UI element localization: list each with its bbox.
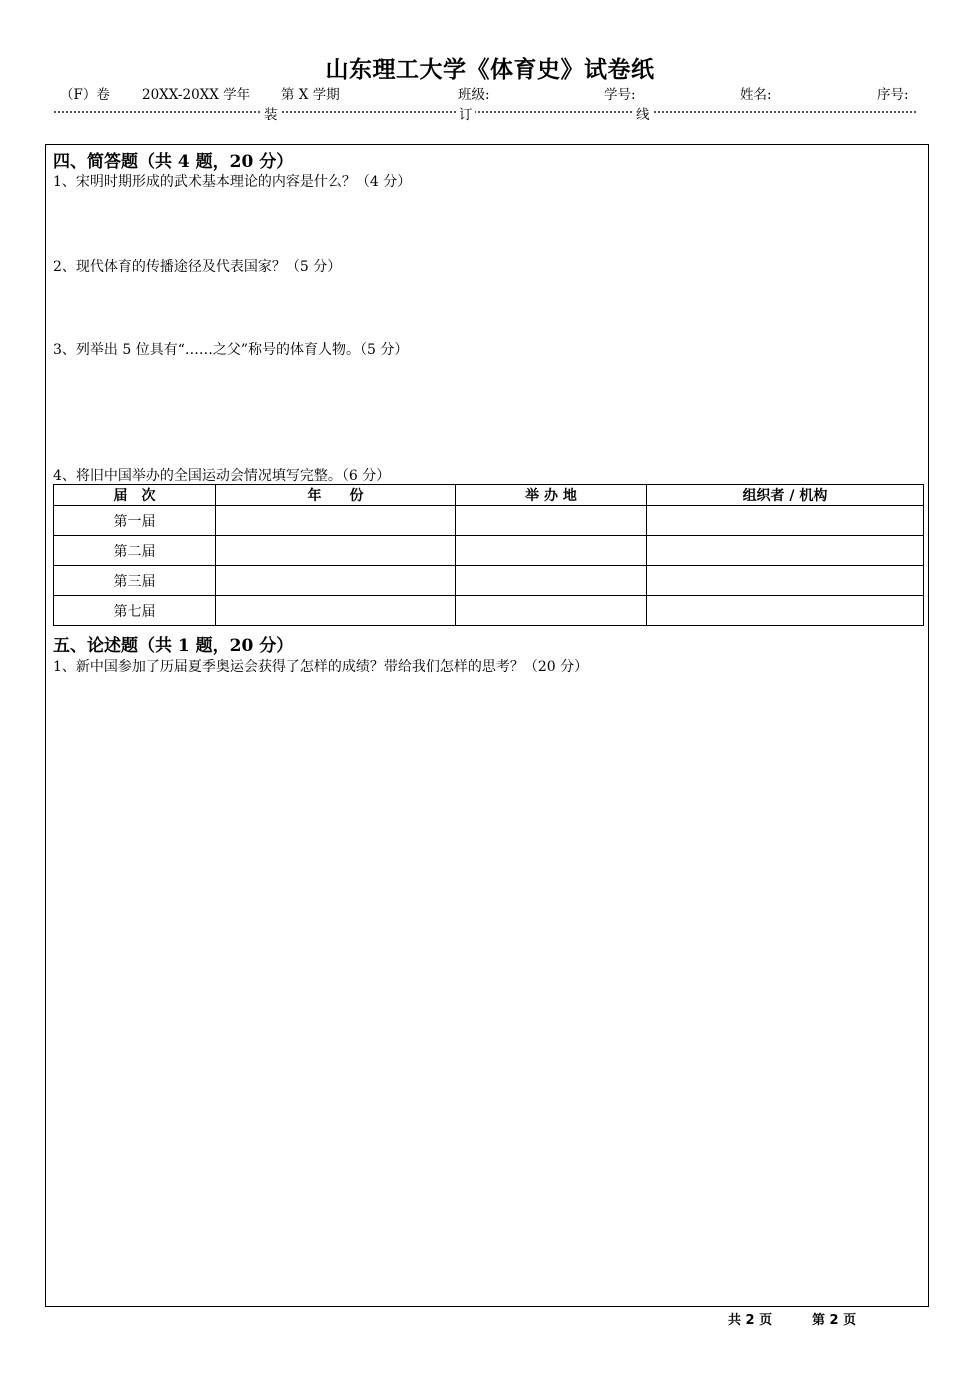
table-row [54,536,924,566]
footer-total-pages: 共 2 页 [728,1313,773,1328]
footer-current-page: 第 2 页 [812,1313,857,1328]
seq-label: 序号: [877,87,909,103]
question-4-2: 2、现代体育的传播途径及代表国家？（5 分） [53,259,342,275]
table-header-row [54,485,924,506]
year-cell[interactable] [216,536,456,566]
venue-cell[interactable] [456,596,647,626]
col-header-organizer: 组织者 / 机构 [647,485,924,506]
question-4-1: 1、宋明时期形成的武术基本理论的内容是什么？（4 分） [53,174,412,190]
section-5-heading: 五、论述题（共 1 题，20 分） [53,636,294,656]
organizer-cell[interactable] [647,566,924,596]
binding-mark-ding: 订 [457,103,475,123]
section-4-heading: 四、简答题（共 4 题，20 分） [53,152,294,172]
table-row [54,506,924,536]
year-cell[interactable] [216,506,456,536]
semester: 第 X 学期 [281,87,340,103]
question-4-4: 4、将旧中国举办的全国运动会情况填写完整。（6 分） [53,468,391,484]
student-id-label: 学号: [604,87,636,103]
paper-type: （F）卷 [60,87,110,103]
question-5-1: 1、新中国参加了历届夏季奥运会获得了怎样的成绩？带给我们怎样的思考？（20 分） [53,659,589,675]
organizer-cell[interactable] [647,596,924,626]
venue-cell[interactable] [456,536,647,566]
question-4-3: 3、列举出 5 位具有“……之父”称号的体育人物。（5 分） [53,342,409,358]
national-games-table [53,484,924,626]
binding-mark-zhuang: 装 [262,103,280,123]
name-label: 姓名: [740,87,772,103]
organizer-cell[interactable] [647,536,924,566]
session-cell: 第一届 [54,506,216,536]
organizer-cell[interactable] [647,506,924,536]
table-row [54,566,924,596]
class-label: 班级: [458,87,490,103]
year-cell[interactable] [216,566,456,596]
col-header-session: 届 次 [54,485,216,506]
binding-line [54,103,924,123]
session-cell: 第二届 [54,536,216,566]
venue-cell[interactable] [456,506,647,536]
col-header-year: 年 份 [216,485,456,506]
school-year: 20XX-20XX 学年 [142,87,251,103]
venue-cell[interactable] [456,566,647,596]
table-row [54,596,924,626]
exam-title: 山东理工大学《体育史》试卷纸 [325,56,655,83]
answer-frame [45,144,929,1307]
dotted-rule [54,111,916,113]
session-cell: 第七届 [54,596,216,626]
session-cell: 第三届 [54,566,216,596]
col-header-venue: 举 办 地 [456,485,647,506]
year-cell[interactable] [216,596,456,626]
binding-mark-xian: 线 [634,103,652,123]
